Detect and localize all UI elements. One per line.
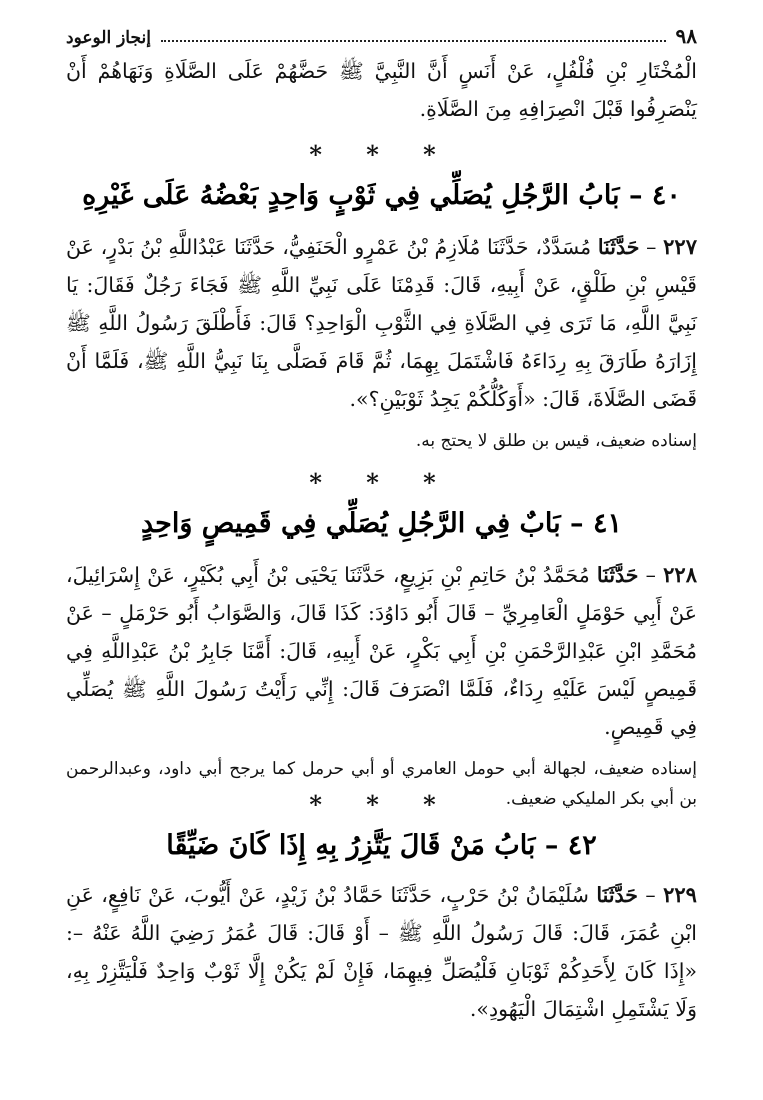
hadith-number: ٢٢٧ xyxy=(663,234,697,259)
dash-separator: – xyxy=(638,563,656,587)
hadith-paragraph-227 xyxy=(66,228,697,418)
chapter-heading-40: ٤٠ – بَابُ الرَّجُلِ يُصَلِّي فِي ثَوْبٍ وَاحِدٍ بَعْضُهُ عَلَى غَيْرِهِ xyxy=(82,180,681,211)
hadith-lead-word: حَدَّثَنَا xyxy=(596,883,638,907)
chapter-heading-41: ٤١ – بَابٌ فِي الرَّجُلِ يُصَلِّي فِي قَمِيصٍ وَاحِدٍ xyxy=(141,508,622,539)
header-leader-dots xyxy=(161,40,666,42)
hadith-paragraph-229 xyxy=(66,876,697,1028)
dash-separator: – xyxy=(639,235,657,259)
grading-note-228: إسناده ضعيف، لجهالة أبي حومل العامري أو أبي حرمل كما يرجح أبي داود، وعبدالرحمن بن أبي بكر المليكي ضعيف. xyxy=(66,759,697,809)
hadith-number: ٢٢٩ xyxy=(663,882,697,907)
hadith-text: سُلَيْمَانُ بْنُ حَرْبٍ، حَدَّثَنَا حَمَّادُ بْنُ زَيْدٍ، عَنْ أَيُّوبَ، عَنْ نَافِعٍ، عَنِ ابْنِ عُمَرَ، قَالَ: قَالَ رَسُولُ اللَّهِ ﷺ – أَوْ قَالَ: قَالَ عُمَرُ رَضِيَ اللَّهُ عَنْهُ –: «إِذَا كَانَ لِأَحَدِكُمْ ثَوْبَانِ فَلْيُصَلِّ فِيهِمَا، فَإِنْ لَمْ يَكُنْ إِلَّا ثَوْبٌ وَاحِدٌ فَلْيَتَّزِرْ بِهِ، وَلَا يَشْتَمِلِ اشْتِمَالَ الْيَهُودِ». xyxy=(66,883,697,1021)
separator-stars: * * * xyxy=(309,140,454,169)
hadith-block-228 xyxy=(66,556,697,814)
hadith-text: مُحَمَّدُ بْنُ حَاتِمِ بْنِ بَزِيعٍ، حَدَّثَنَا يَحْيَى بْنُ أَبِي بُكَيْرٍ، عَنْ إِسْرَائِيلَ، عَنْ أَبِي حَوْمَلٍ الْعَامِرِيِّ – قَالَ أَبُو دَاوُدَ: كَذَا قَالَ، وَالصَّوَابُ أَبُو حَرْمَلٍ – عَنْ مُحَمَّدِ ابْنِ عَبْدِالرَّحْمَنِ بْنِ أَبِي بَكْرٍ، عَنْ أَبِيهِ، قَالَ: أَمَّنَا جَابِرُ بْنُ عَبْدِاللَّهِ فِي قَمِيصٍ لَيْسَ عَلَيْهِ رِدَاءٌ، فَلَمَّا انْصَرَفَ قَالَ: إِنِّي رَأَيْتُ رَسُولَ اللَّهِ ﷺ يُصَلِّي فِي قَمِيصٍ. xyxy=(66,563,697,739)
hadith-block-227 xyxy=(66,228,697,456)
hadith-text: مُسَدَّدٌ، حَدَّثَنَا مُلَازِمُ بْنُ عَمْرٍو الْحَنَفِيُّ، حَدَّثَنَا عَبْدُاللَّهِ بْنُ بَدْرٍ، عَنْ قَيْسِ بْنِ طَلْقٍ، عَنْ أَبِيهِ، قَالَ: قَدِمْنَا عَلَى نَبِيِّ اللَّهِ ﷺ فَجَاءَ رَجُلٌ فَقَالَ: يَا نَبِيَّ اللَّهِ، مَا تَرَى فِي الصَّلَاةِ فِي الثَّوْبِ الْوَاحِدِ؟ قَالَ: فَأَطْلَقَ رَسُولُ اللَّهِ ﷺ إِزَارَهُ طَارَقَ بِهِ رِدَاءَهُ فَاشْتَمَلَ بِهِمَا، ثُمَّ قَامَ فَصَلَّى بِنَا نَبِيُّ اللَّهِ ﷺ، فَلَمَّا أَنْ قَضَى الصَّلَاةَ، قَالَ: «أَوَكُلُّكُمْ يَجِدُ ثَوْبَيْنِ؟». xyxy=(66,235,697,411)
separator-stars: * * * xyxy=(309,790,454,819)
hadith-lead-word: حَدَّثَنَا xyxy=(597,235,640,259)
dash-separator: – xyxy=(637,883,656,907)
separator-stars: * * * xyxy=(309,468,454,497)
intro-paragraph: الْمُخْتَارِ بْنِ فُلْفُلٍ، عَنْ أَنَسٍ أَنَّ النَّبِيَّ ﷺ حَضَّهُمْ عَلَى الصَّلَاةِ وَنَهَاهُمْ أَنْ يَنْصَرِفُوا قَبْلَ انْصِرَافِهِ مِنَ الصَّلَاةِ. xyxy=(66,59,697,121)
hadith-paragraph-228 xyxy=(66,556,697,746)
hadith-number: ٢٢٨ xyxy=(663,562,697,587)
chapter-heading-42: ٤٢ – بَابُ مَنْ قَالَ يَتَّزِرُ بِهِ إِذَا كَانَ ضَيِّقًا xyxy=(166,830,597,861)
intro-block xyxy=(66,52,697,128)
page-number: ٩٨ xyxy=(675,24,697,48)
hadith-lead-word: حَدَّثَنَا xyxy=(596,563,639,587)
book-title: إنجاز الوعود xyxy=(66,28,151,48)
hadith-block-229 xyxy=(66,876,697,1028)
running-header xyxy=(66,18,697,48)
grading-note-227: إسناده ضعيف، قيس بن طلق لا يحتج به. xyxy=(415,431,697,451)
